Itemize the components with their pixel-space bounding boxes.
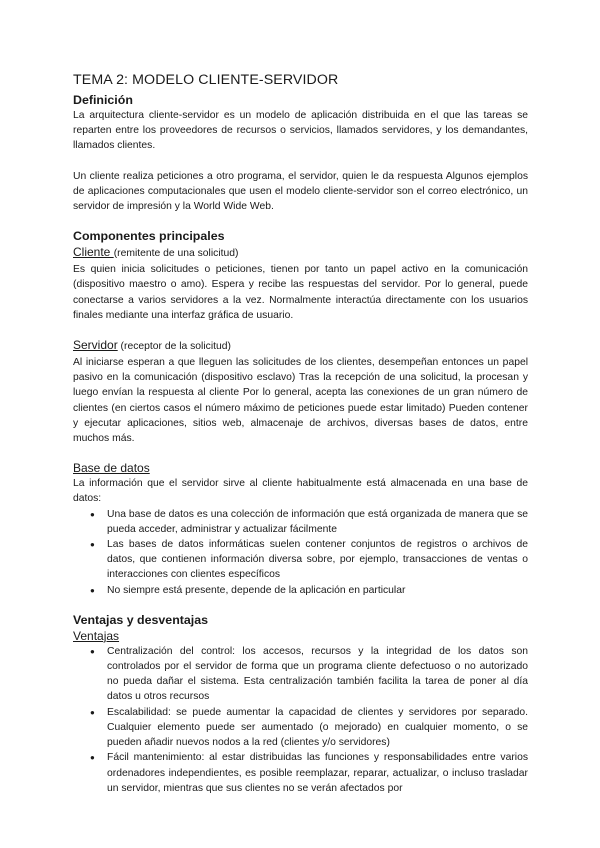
subheading-ventajas: [73, 628, 528, 644]
page-title: TEMA 2: MODELO CLIENTE-SERVIDOR: [73, 72, 339, 88]
list-item: ● No siempre está presente, depende de la aplicación en particular: [107, 583, 528, 598]
base-datos-label: Base de datos: [73, 461, 150, 476]
paragraph-gap: [73, 154, 528, 169]
list-item: ● Una base de datos es una colección de información que está organizada de manera que se pueda acceder, administrar y actualizar fácilmente: [107, 507, 528, 537]
list-item: ● Escalabilidad: se puede aumentar la capacidad de clientes y servidores por separado. Cualquier elemento puede ser aumentado (o mejorado) en cualquier momento, o se pueden añadir nuevos nodos a la red (clientes y/o servidores): [107, 705, 528, 751]
paragraph-definicion-2: Un cliente realiza peticiones a otro programa, el servidor, quien le da respuesta Algunos ejemplos de aplicaciones computacionales que usen el modelo cliente-servidor son el correo electrónico, un servidor de impresión y la World Wide Web.: [73, 170, 528, 213]
servidor-note: (receptor de la solicitud): [117, 341, 231, 353]
paragraph-cliente: Es quien inicia solicitudes o peticiones, tienen por tanto un papel activo en la comunicación (dispositivo maestro o amo). Espera y recibe las respuestas del servidor. Por lo general, puede conectarse a varios servidores a la vez. Normalmente interactúa directamente con los usuarios finales mediante una interfaz gráfica de usuario.: [73, 264, 528, 321]
heading-definicion: Definición: [73, 93, 133, 107]
paragraph-base-datos: La información que el servidor sirve al cliente habitualmente está almacenada en una base de datos:: [73, 478, 528, 505]
subheading-base-datos: [73, 460, 528, 476]
cliente-note: (remitente de una solicitud): [113, 248, 239, 260]
list-item: ● Fácil mantenimiento: al estar distribuidas las funciones y responsabilidades entre varios ordenadores independientes, es posible reemplazar, reparar, actualizar, o incluso trasladar un servidor, mientras que sus clientes no se verán afectados por: [107, 750, 528, 796]
subheading-servidor: [73, 337, 528, 355]
paragraph-definicion-1: La arquitectura cliente-servidor es un modelo de aplicación distribuida en el que las tareas se reparten entre los proveedores de recursos o servicios, llamados servidores, y los demandantes, llamados clientes.: [73, 110, 528, 152]
heading-componentes: Componentes principales: [73, 229, 225, 244]
list-item: ● Las bases de datos informáticas suelen contener conjuntos de registros o archivos de datos, que contienen información diversa sobre, por ejemplo, transacciones de ventas o interacciones con clientes específicos: [107, 537, 528, 583]
cliente-label: Cliente: [73, 245, 114, 260]
heading-ventajas-desventajas: Ventajas y desventajas: [73, 612, 209, 627]
ventajas-list: [73, 644, 528, 796]
list-item: ● Centralización del control: los accesos, recursos y la integridad de los datos son controlados por el servidor de forma que un programa cliente defectuoso o no autorizado no pueda dañar el sistema. Esta centralización también facilita la tarea de poner al día datos u otros recursos: [107, 644, 528, 705]
ventajas-label: Ventajas: [73, 628, 120, 643]
paragraph-servidor: Al iniciarse esperan a que lleguen las solicitudes de los clientes, desempeñan entonces un papel pasivo en la comunicación (dispositivo esclavo) Tras la recepción de una solicitud, la procesan y luego envían la respuesta al cliente Por lo general, acepta las conexiones de un gran número de clientes (en ciertos casos el número máximo de peticiones puede estar limitado) Pueden contener y ejecutar aplicaciones, sitios web, almacenaje de archivos, diversas bases de datos, entre muchos más.: [73, 357, 528, 445]
subheading-cliente: [73, 244, 528, 262]
base-datos-list: [73, 507, 528, 598]
servidor-label: Servidor: [73, 338, 118, 353]
